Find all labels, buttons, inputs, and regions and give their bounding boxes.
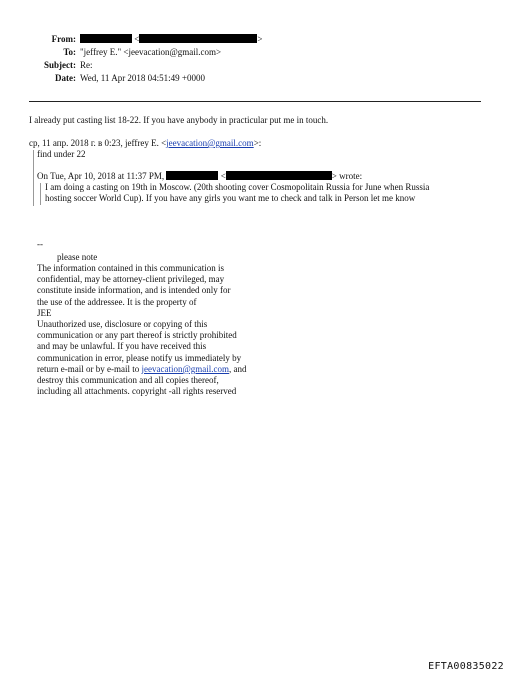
- to-label: To:: [63, 47, 76, 57]
- to-value: "jeffrey E." <jeevacation@gmail.com>: [80, 47, 222, 57]
- reply-line: I already put casting list 18-22. If you have anybody in practicular put me in touch.: [29, 115, 329, 125]
- redacted-email: [226, 171, 332, 180]
- disclaimer-line: Unauthorized use, disclosure or copying of this: [37, 319, 208, 330]
- please-note: please note: [57, 252, 98, 262]
- quote2-bar: [40, 183, 41, 205]
- redacted-name: [80, 34, 132, 43]
- quote2-line2: hosting soccer World Cup). If you have any girls you want me to check and talk in Person let me know: [45, 193, 416, 203]
- quote1-bar: [33, 150, 34, 206]
- date-value: Wed, 11 Apr 2018 04:51:49 +0000: [80, 73, 206, 83]
- disclaimer-line: confidential, may be attorney-client privileged, may: [37, 274, 225, 285]
- disclaimer-line: destroy this communication and all copies thereof,: [37, 375, 219, 386]
- subject-value: Re:: [80, 60, 93, 70]
- quote1-text: find under 22: [37, 149, 86, 159]
- disclaimer-line: constitute inside information, and is intended only for: [37, 285, 231, 296]
- return-suffix: , and: [228, 363, 247, 374]
- redacted-email: [139, 34, 257, 43]
- from-lt: <: [134, 34, 140, 44]
- header-divider: [29, 101, 481, 102]
- quote1-attribution: [29, 138, 261, 149]
- disclaimer-line: JEE: [37, 307, 52, 318]
- quote2-lt: <: [220, 171, 226, 181]
- quote1-suffix: >:: [253, 138, 262, 148]
- quote2-attribution: [37, 171, 362, 182]
- return-prefix: return e-mail or by e-mail to: [37, 363, 142, 374]
- email-header: [0, 34, 512, 94]
- disclaimer-line: including all attachments. copyright -all rights reserved: [37, 386, 237, 397]
- date-label: Date:: [55, 73, 76, 83]
- from-label: From:: [51, 34, 76, 44]
- disclaimer-line: communication or any part thereof is strictly prohibited: [37, 330, 237, 341]
- disclaimer-line: the use of the addressee. It is the property of: [37, 296, 197, 307]
- redacted-name: [166, 171, 218, 180]
- disclaimer: [37, 263, 337, 397]
- subject-label: Subject:: [44, 60, 76, 70]
- return-email-link[interactable]: jeevacation@gmail.com: [141, 363, 229, 374]
- quote2-line1: I am doing a casting on 19th in Moscow. (20th shooting cover Cosmopolitain Russia for June when Russia: [45, 182, 430, 192]
- disclaimer-line: communication in error, please notify us immediately by: [37, 352, 242, 363]
- bates-number: EFTA00835022: [428, 661, 504, 672]
- disclaimer-line: The information contained in this communication is: [37, 263, 224, 273]
- disclaimer-line: [37, 364, 337, 375]
- signature-dashes: --: [37, 239, 43, 249]
- disclaimer-line: and may be unlawful. If you have received this: [37, 341, 207, 352]
- quote2-suffix: > wrote:: [331, 171, 363, 181]
- from-value: [80, 34, 262, 45]
- quote1-email-link[interactable]: jeevacation@gmail.com: [166, 138, 254, 148]
- quote1-prefix: ср, 11 апр. 2018 г. в 0:23, jeffrey E. <: [29, 138, 167, 148]
- from-gt: >: [257, 34, 263, 44]
- quote2-prefix: On Tue, Apr 10, 2018 at 11:37 PM,: [37, 171, 165, 181]
